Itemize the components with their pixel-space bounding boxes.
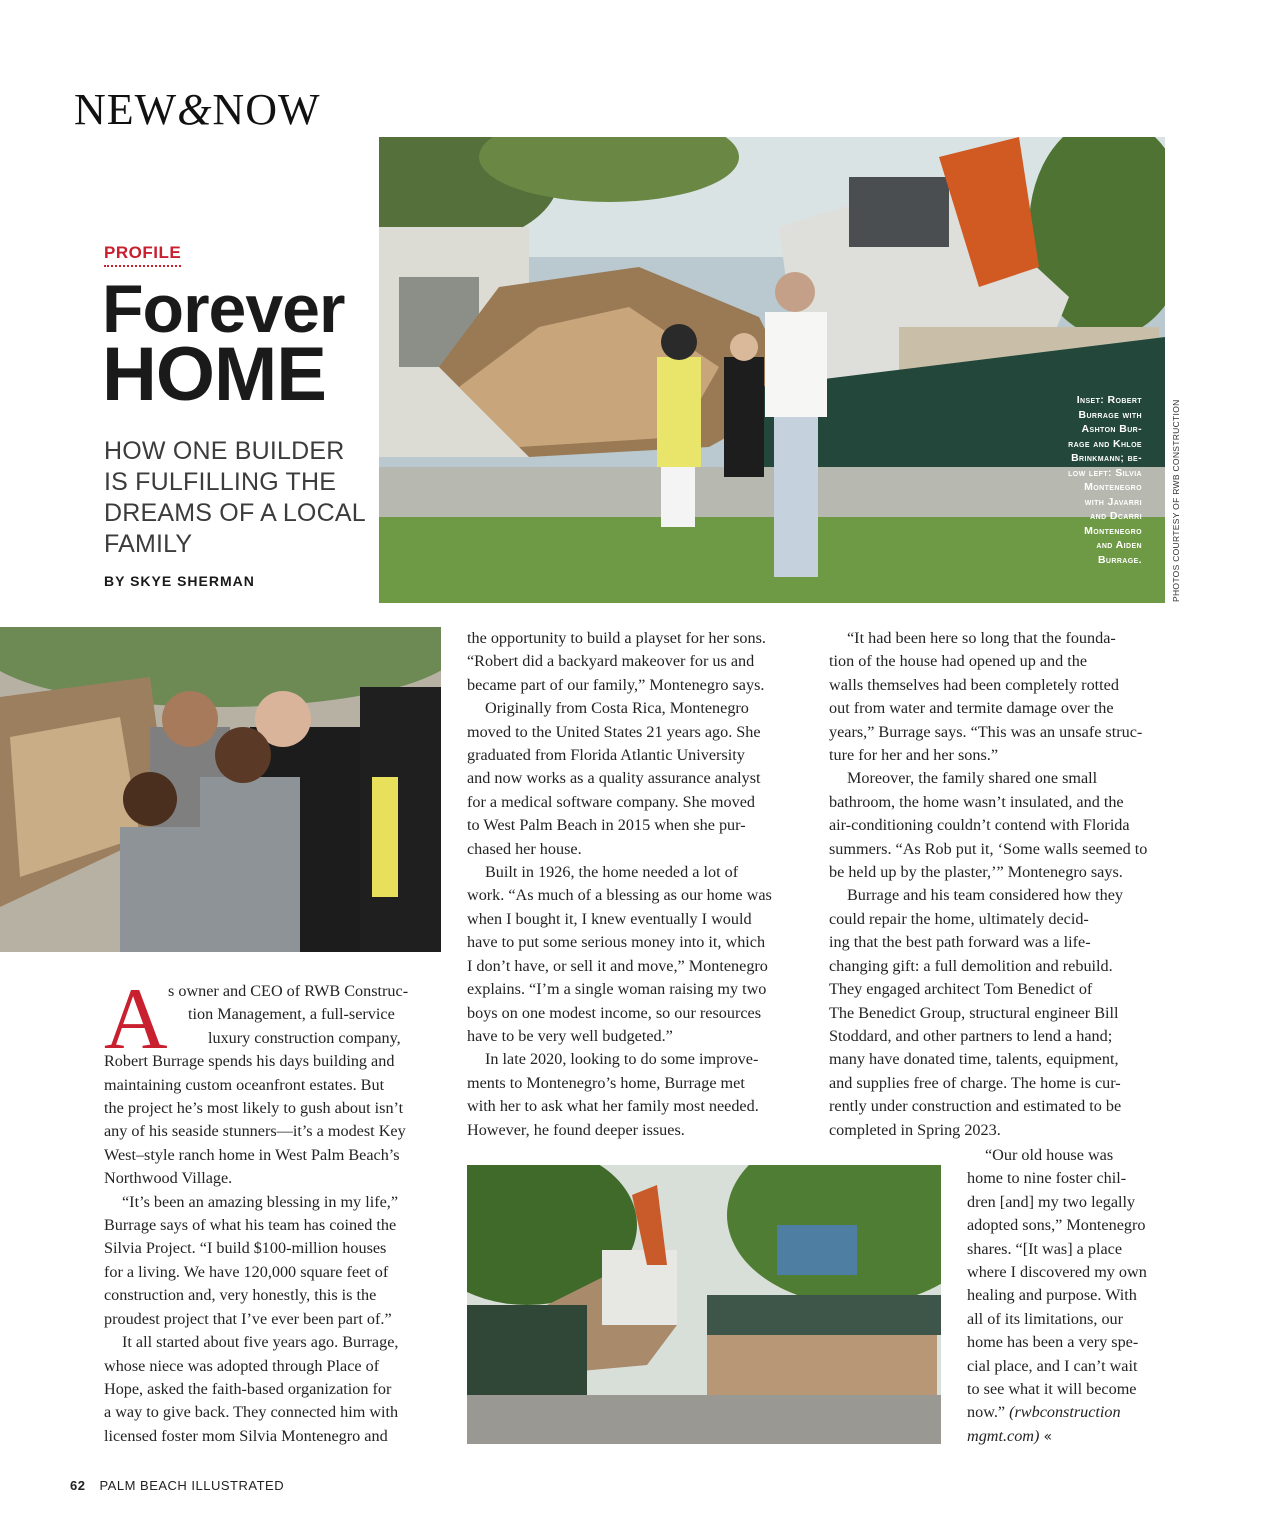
paragraph: Moreover, the family shared one small bathroom, the home wasn’t insulated, and the air-conditioning couldn’t contend with Florida summers. “As Rob put it, ‘Some walls seemed to be held up by the plaster,’” Montenegro says. — [829, 769, 1148, 882]
section-title: NEW&NOW — [74, 85, 321, 134]
paragraph: Built in 1926, the home needed a lot of work. “As much of a blessing as our home was when I bought it, I knew eventually I would have to put some serious money into it, which I don’t have, or sell it and move,” Montenegro explains. “I’m a single woman raising my two boys on one modest income, so our resources have to be very well budgeted.” — [467, 863, 772, 1045]
photo-caption: Inset: Robert Burrage with Ashton Bur- rage and Khloe Brinkmann; be- low left: Silvia Montenegro with Javarri and Dcarri Montenegro and Aiden Burrage. — [1068, 394, 1142, 566]
paragraph: It all started about five years ago. Burrage, whose niece was adopted through Place of Hope, asked the faith-based organization for a way to give back. They connected him with licensed foster mom Silvia Montenegro and — [104, 1333, 399, 1445]
website-link-continued[interactable]: mgmt.com) — [967, 1426, 1040, 1445]
website-link[interactable]: (rwbconstruction — [1009, 1403, 1121, 1422]
headline — [102, 271, 345, 417]
paragraph: In late 2020, looking to do some improve- ments to Montenegro’s home, Burrage met with her to ask what her family most needed. However, he found deeper issues. — [467, 1050, 759, 1139]
family-photo-illustration — [0, 627, 441, 952]
paragraph: “It’s been an amazing blessing in my life,” Burrage says of what his team has coined the Silvia Project. “I build $100-million houses for a living. We have 120,000 square feet of construction and, very honestly, this is the proudest project that I’ve ever been part of.” — [104, 1192, 399, 1328]
body-column-2 — [467, 627, 803, 1142]
photo-credit: PHOTOS COURTESY OF RWB CONSTRUCTION — [1171, 399, 1181, 602]
dek: HOW ONE BUILDER IS FULFILLING THE DREAMS OF A LOCAL FAMILY — [104, 437, 365, 558]
kicker-label: PROFILE — [104, 243, 181, 267]
body-column-3 — [829, 627, 1169, 1142]
headline-line-1: Forever — [102, 271, 345, 347]
end-mark-icon: « — [1043, 1428, 1053, 1445]
paragraph: s owner and CEO of RWB Construc- tion Management, a full-service luxury construction company, Robert Burrage spends his days building and maintaining custom oceanfront estates. But the project he’s most likely to gush about isn’t any of his seaside stunners—it’s a modest Key West–style ranch home in West Palm Beach’s Northwood Village. — [104, 982, 409, 1188]
paragraph: Originally from Costa Rica, Montenegro moved to the United States 21 years ago. She graduated from Florida Atlantic University and now works as a quality assurance analyst for a medical software company. She moved to West Palm Beach in 2015 when she pur- chased her house. — [467, 699, 761, 858]
family-photo — [0, 627, 441, 952]
body-column-1 — [104, 971, 436, 1448]
publication-name: PALM BEACH ILLUSTRATED — [99, 1478, 285, 1493]
paragraph: Burrage and his team considered how they could repair the home, ultimately decid- ing that the best path forward was a life- changing gift: a full demolition and rebuild. They engaged architect Tom Benedict of The Benedict Group, structural engineer Bill Stoddard, and other partners to lend a hand; many have donated time, talents, equipment, and supplies free of charge. The home is cur- rently under construction and estimated to be completed in Spring 2023. — [829, 886, 1124, 1139]
folio — [70, 1478, 284, 1493]
page-number: 62 — [70, 1478, 86, 1493]
byline: BY SKYE SHERMAN — [104, 573, 255, 589]
paragraph: “Our old house was home to nine foster chil- dren [and] my two legally adopted sons,” Montenegro shares. “[It was] a place where I discovered my own healing and purpose. With all of its limitations, our home has been a very spe- cial place, and I can’t wait to see what it will become now.” (rwbconstruction mgmt.com) « — [967, 1146, 1147, 1445]
body-column-3-continued — [967, 1144, 1167, 1449]
demolition-photo-illustration — [467, 1165, 941, 1444]
paragraph: “It had been here so long that the founda- tion of the house had opened up and the walls themselves had been completely rotted out from water and termite damage over the years,” Burrage says. “This was an unsafe struc- ture for her and her sons.” — [829, 629, 1143, 765]
headline-line-2: HOME — [102, 332, 326, 417]
demolition-photo — [467, 1165, 941, 1444]
drop-cap: A — [104, 971, 168, 1068]
paragraph: the opportunity to build a playset for her sons. “Robert did a backyard makeover for us and became part of our family,” Montenegro says. — [467, 629, 766, 694]
